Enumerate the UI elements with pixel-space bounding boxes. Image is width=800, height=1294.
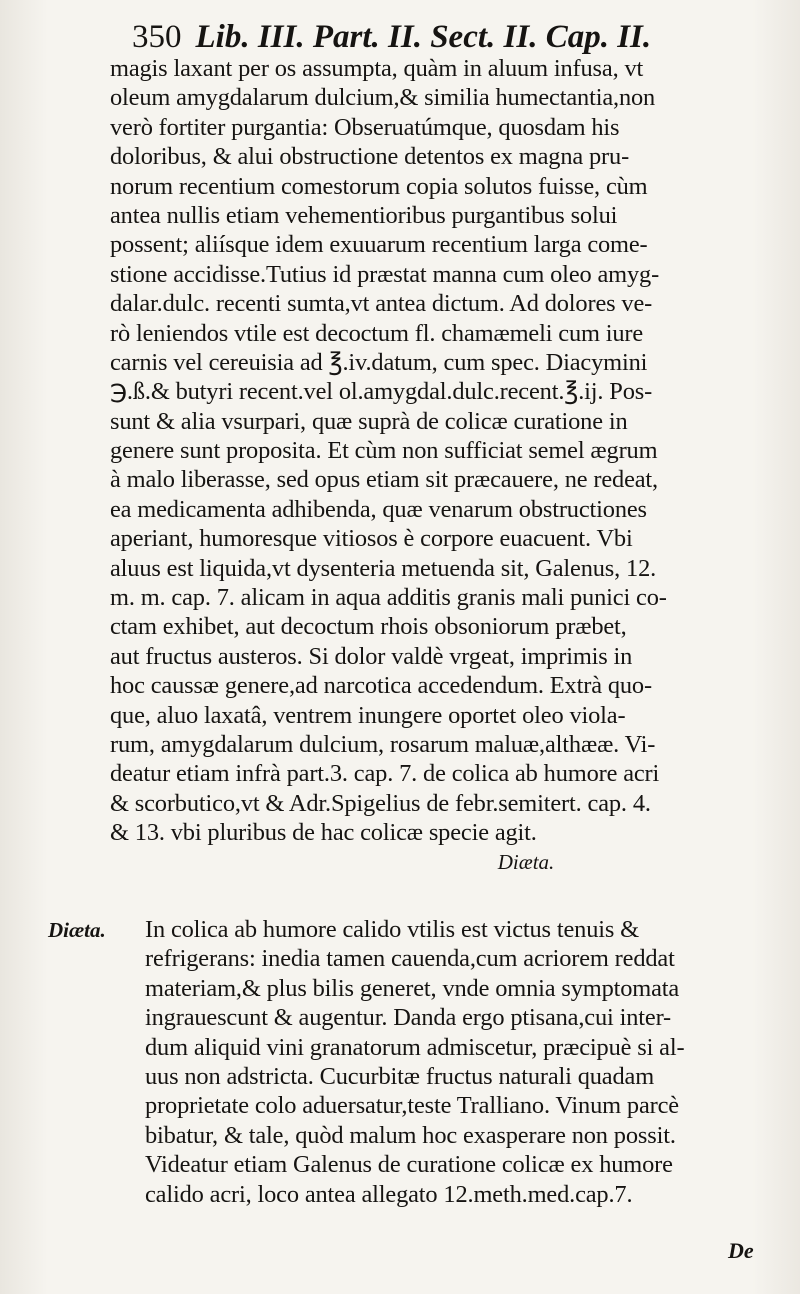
text-line: possent; aliísque idem exuuarum recentium larga come- [110, 231, 648, 259]
catchword: De [728, 1238, 754, 1263]
text-line: proprietate colo aduersatur,teste Tralliano. Vinum parcè [145, 1092, 679, 1120]
margin-note: Diæta. [48, 918, 106, 942]
text-line: calido acri, loco antea allegato 12.meth.med.cap.7. [145, 1180, 633, 1208]
text-line: ingrauescunt & augentur. Danda ergo ptisana,cui inter- [145, 1004, 672, 1032]
text-line: verò fortiter purgantia: Obseruatúmque, quosdam his [110, 113, 620, 141]
text-line: aperiant, humoresque vitiosos è corpore euacuent. Vbi [110, 525, 633, 553]
text-line: que, aluo laxatâ, ventrem inungere oportet oleo viola- [110, 701, 626, 729]
diet-text-block [145, 915, 795, 1209]
text-line: sunt & alia vsurpari, quæ suprà de colicæ curatione in [110, 407, 628, 435]
text-line: antea nullis etiam vehementioribus purgantibus solui [110, 201, 618, 229]
text-line: materiam,& plus bilis generet, vnde omnia symptomata [145, 974, 680, 1002]
text-line: In colica ab humore calido vtilis est victus tenuis & [145, 916, 639, 943]
text-line: oleum amygdalarum dulcium,& similia humectantia,non [110, 84, 656, 112]
text-line: & 13. vbi pluribus de hac colicæ specie agit. [110, 819, 537, 847]
text-line: doloribus, & alui obstructione detentos ex magna pru- [110, 143, 630, 171]
text-line: aut fructus austeros. Si dolor valdè vrgeat, imprimis in [110, 642, 633, 670]
text-line: refrigerans: inedia tamen cauenda,cum acriorem reddat [145, 945, 675, 973]
text-line: uus non adstricta. Cucurbitæ fructus naturali quadam [145, 1062, 655, 1090]
text-line: rum, amygdalarum dulcium, rosarum maluæ,althææ. Vi- [110, 730, 656, 758]
text-line: aluus est liquida,vt dysenteria metuenda sit, Galenus, 12. [110, 554, 657, 582]
main-text-block [110, 54, 782, 876]
text-line: Videatur etiam Galenus de curatione colicæ ex humore [145, 1151, 673, 1179]
running-title: Lib. III. Part. II. Sect. II. Cap. II. [195, 19, 652, 55]
text-line: bibatur, & tale, quòd malum hoc exasperare non possit. [145, 1121, 676, 1149]
text-line: ea medicamenta adhibenda, quæ venarum obstructiones [110, 495, 647, 523]
section-heading: Diæta. [497, 849, 555, 874]
text-line: deatur etiam infrà part.3. cap. 7. de colica ab humore acri [110, 760, 660, 788]
text-line: hoc caussæ genere,ad narcotica accedendum. Extrà quo- [110, 672, 652, 700]
text-line: magis laxant per os assumpta, quàm in aluum infusa, vt [110, 55, 644, 82]
text-line: genere sunt proposita. Et cùm non sufficiat semel ægrum [110, 437, 658, 465]
text-line: & scorbutico,vt & Adr.Spigelius de febr.semitert. cap. 4. [110, 789, 651, 817]
text-line: stione accidisse.Tutius id præstat manna cum oleo amyg- [110, 260, 660, 288]
text-line: m. m. cap. 7. alicam in aqua additis granis mali punici co- [110, 584, 667, 612]
text-line: carnis vel cereuisia ad ℥.iv.datum, cum spec. Diacymini [110, 348, 648, 376]
text-line: à malo liberasse, sed opus etiam sit præcauere, ne redeat, [110, 466, 659, 494]
text-line: rò leniendos vtile est decoctum fl. chamæmeli cum iure [110, 319, 644, 347]
text-line: dalar.dulc. recenti sumta,vt antea dictum. Ad dolores ve- [110, 290, 653, 318]
page-number: 350 [132, 19, 182, 55]
text-line: norum recentium comestorum copia solutos fuisse, cùm [110, 172, 648, 200]
text-line: ctam exhibet, aut decoctum rhois obsoniorum præbet, [110, 613, 627, 641]
text-line: dum aliquid vini granatorum admiscetur, præcipuè si al- [145, 1033, 685, 1061]
text-line: ℈.ß.& butyri recent.vel ol.amygdal.dulc.recent.℥.ij. Pos- [110, 378, 653, 406]
